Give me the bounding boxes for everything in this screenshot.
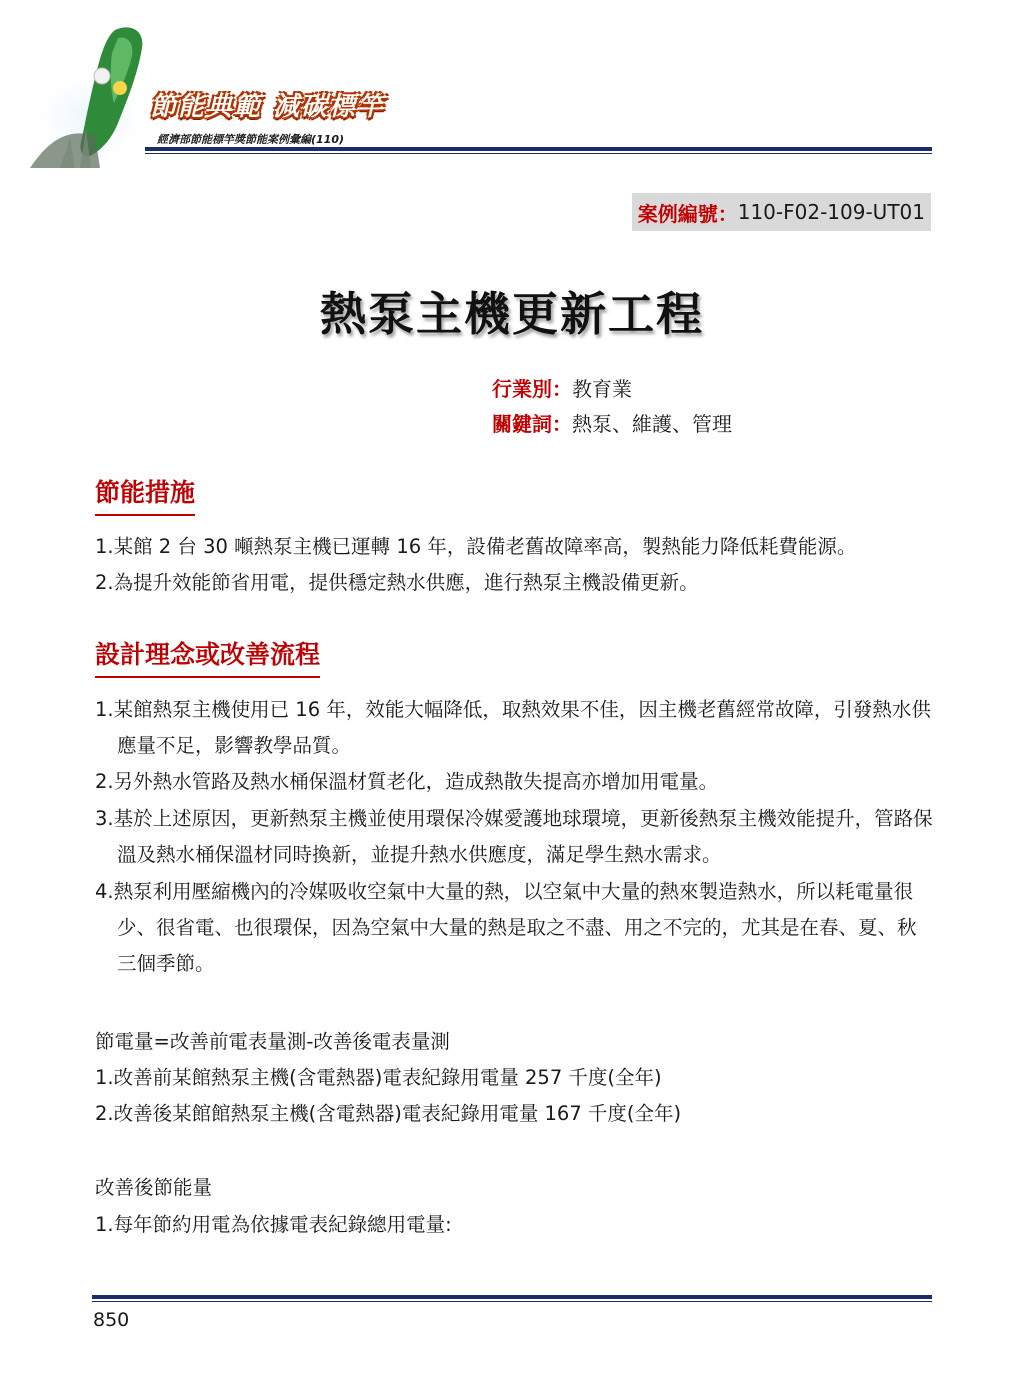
keywords-label: 關鍵詞： bbox=[492, 412, 572, 436]
footer-rule bbox=[92, 1295, 932, 1299]
list-item: 3.基於上述原因，更新熱泵主機並使用環保冷媒愛護地球環境，更新後熱泵主機效能提升，管路保溫及熱水桶保溫材同時換新，並提升熱水供應度，滿足學生熱水需求。 bbox=[95, 807, 933, 866]
case-number-value: 110-F02-109-UT01 bbox=[737, 200, 925, 224]
footer-rule-thin bbox=[92, 1301, 932, 1302]
savings-before: 1.改善前某館熱泵主機(含電熱器)電表紀錄用電量 257 千度(全年) bbox=[95, 1066, 662, 1089]
savings-after: 2.改善後某館館熱泵主機(含電熱器)電表紀錄用電量 167 千度(全年) bbox=[95, 1102, 682, 1125]
keywords-line bbox=[492, 408, 732, 437]
list-item: 1.某館 2 台 30 噸熱泵主機已運轉 16 年，設備老舊故障率高，製熱能力降低耗費能源。 bbox=[95, 535, 857, 558]
industry-label: 行業別： bbox=[492, 377, 572, 401]
section-heading-design: 設計理念或改善流程 bbox=[95, 635, 320, 678]
header-rule-thin bbox=[145, 153, 932, 154]
list-item: 1.某館熱泵主機使用已 16 年，效能大幅降低，取熱效果不佳，因主機老舊經常故障，引發熱水供應量不足，影響教學品質。 bbox=[95, 698, 931, 757]
brand-title: 節能典範 減碳標竿 bbox=[150, 92, 386, 122]
list-item: 4.熱泵利用壓縮機內的冷媒吸收空氣中大量的熱，以空氣中大量的熱來製造熱水，所以耗電量很少、很省電、也很環保，因為空氣中大量的熱是取之不盡、用之不完的，尤其是在春、夏、秋三個季節。 bbox=[95, 880, 917, 975]
page-number: 850 bbox=[93, 1309, 130, 1331]
keywords-value: 熱泵、維護、管理 bbox=[572, 412, 732, 436]
industry-line bbox=[492, 373, 632, 402]
document-title: 熱泵主機更新工程 bbox=[320, 287, 704, 341]
savings-formula: 節電量=改善前電表量測-改善後電表量測 bbox=[95, 1030, 450, 1053]
brand-subtitle: 經濟部節能標竿獎節能案例彙編(110) bbox=[157, 133, 345, 146]
savings-item: 1.每年節約用電為依據電表紀錄總用電量: bbox=[95, 1213, 452, 1236]
list-item: 2.為提升效能節省用電，提供穩定熱水供應，進行熱泵主機設備更新。 bbox=[95, 571, 699, 594]
list-item: 2.另外熱水管路及熱水桶保溫材質老化，造成熱散失提高亦增加用電量。 bbox=[95, 770, 719, 793]
industry-value: 教育業 bbox=[572, 377, 632, 401]
section-heading-measures: 節能措施 bbox=[95, 473, 195, 516]
case-number-box bbox=[632, 193, 931, 231]
case-number-label: 案例編號： bbox=[637, 201, 738, 226]
savings-heading: 改善後節能量 bbox=[95, 1176, 213, 1199]
header-rule bbox=[145, 147, 932, 151]
